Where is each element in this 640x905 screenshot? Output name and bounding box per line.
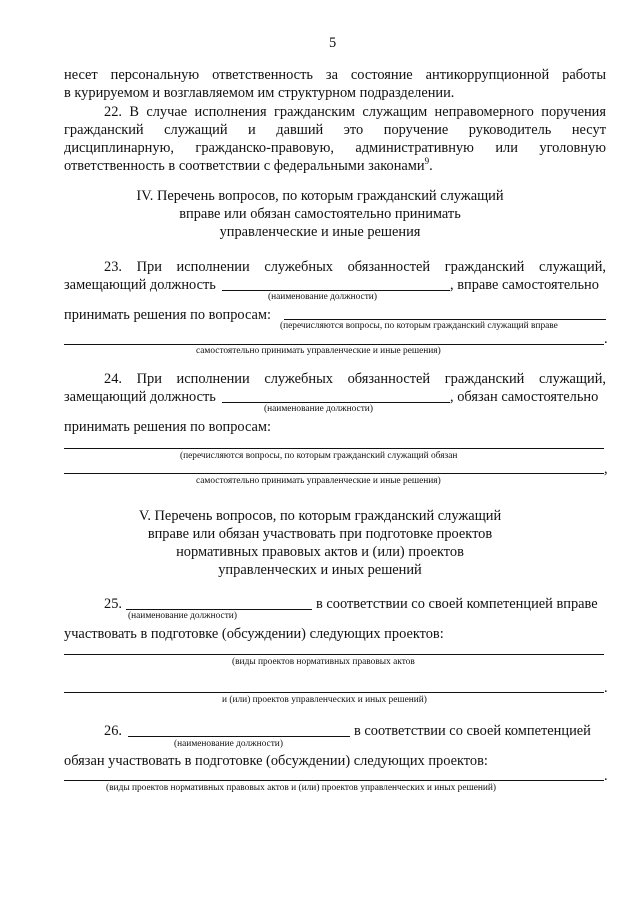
p26-line-1-end: в соответствии со своей компетенцией [354,723,591,739]
p25-position-blank [126,609,312,610]
section-5-title-3: нормативных правовых актов и (или) проектов [176,544,464,560]
p26-caption-projects: (виды проектов нормативных правовых актов и (или) проектов управленческих и иных решений) [106,783,497,793]
section-5-title-2: вправе или обязан участвовать при подготовке проектов [147,526,493,542]
intro-line-2: в курируемом и возглавляемом им структурном подразделении. [64,85,455,101]
section-4-title-3: управленческие и иные решения [219,224,421,240]
p22-line-4-text: ответственность в соответствии с федеральными законами [64,158,425,174]
p25-caption-position: (наименование должности) [128,611,237,621]
p25-projects-blank-2 [64,692,604,693]
p23-questions-blank-2 [64,344,604,345]
p23-line-2-start: замещающий должность [64,277,216,293]
p23-dot: . [604,331,608,347]
p23-line-3: принимать решения по вопросам: [64,307,272,323]
p25-line-1-end: в соответствии со своей компетенцией вправе [316,596,598,612]
p23-line-2-end: , вправе самостоятельно [450,277,599,293]
p23-line-1: 23. При исполнении служебных обязанностей гражданский служащий, [104,259,606,275]
p24-caption-position: (наименование должности) [264,404,373,414]
p26-number: 26. [104,723,122,739]
p26-dot: . [604,768,608,784]
p24-line-2-start: замещающий должность [64,389,216,405]
p26-position-blank [128,736,350,737]
p25-number: 25. [104,596,122,612]
p23-caption-questions-2: самостоятельно принимать управленческие и иные решения) [196,346,441,356]
p24-comma: , [604,461,608,477]
p25-projects-blank-1 [64,654,604,655]
p26-line-2: обязан участвовать в подготовке (обсуждении) следующих проектов: [64,753,488,769]
p25-caption-projects-1: (виды проектов нормативных правовых актов [232,657,415,667]
section-5-title-4: управленческих и иных решений [218,562,422,578]
p23-position-blank [222,290,450,291]
p23-caption-position: (наименование должности) [268,292,377,302]
p24-questions-blank-2 [64,473,604,474]
page-number: 5 [329,35,337,51]
footnote-mark[interactable]: 9 [424,156,430,167]
section-5-title-1: V. Перечень вопросов, по которым гражданский служащий [138,508,502,524]
p22-line-3: дисциплинарную, гражданско-правовую, административную или уголовную [64,140,606,156]
p23-caption-questions-1: (перечисляются вопросы, по которым гражданский служащий вправе [280,321,558,331]
p24-position-blank [222,402,450,403]
p24-caption-questions-1: (перечисляются вопросы, по которым гражданский служащий обязан [180,451,458,461]
p26-projects-blank [64,780,604,781]
p25-caption-projects-2: и (или) проектов управленческих и иных решений) [222,695,427,705]
section-4-title-1: IV. Перечень вопросов, по которым гражданский служащий [136,188,504,204]
section-4-title-2: вправе или обязан самостоятельно принимать [179,206,461,222]
p24-line-1: 24. При исполнении служебных обязанностей гражданский служащий, [104,371,606,387]
p22-line-2: гражданский служащий и давший это поручение руководитель несут [64,122,606,138]
p24-caption-questions-2: самостоятельно принимать управленческие и иные решения) [196,476,441,486]
p25-line-2: участвовать в подготовке (обсуждении) следующих проектов: [64,626,444,642]
p22-line-4-end: . [429,158,433,174]
p22-line-1: 22. В случае исполнения гражданским служащим неправомерного поручения [104,104,606,120]
p25-dot: . [604,680,608,696]
p22-line-4 [64,157,433,175]
p23-questions-blank-1 [284,319,606,320]
p26-caption-position: (наименование должности) [174,739,283,749]
p24-questions-blank-1 [64,448,604,449]
p24-line-3: принимать решения по вопросам: [64,419,272,435]
intro-line-1: несет персональную ответственность за состояние антикоррупционной работы [64,67,606,83]
p24-line-2-end: , обязан самостоятельно [450,389,599,405]
